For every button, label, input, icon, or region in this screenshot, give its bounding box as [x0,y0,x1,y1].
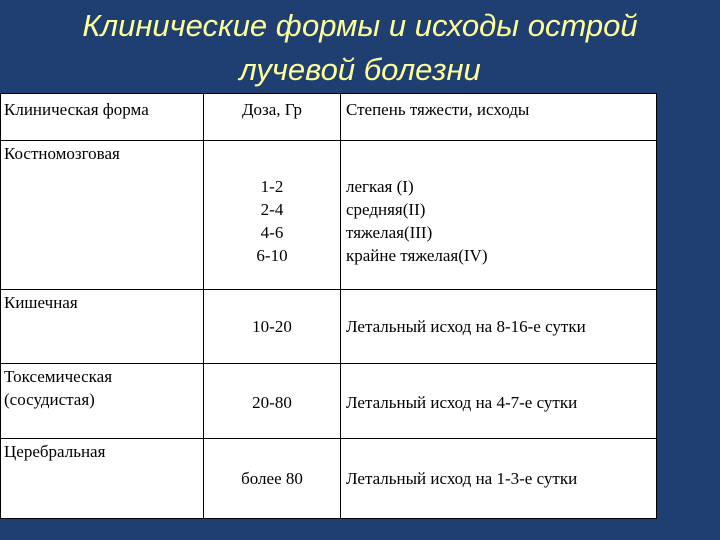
outcome-text: тяжелая(III) [346,223,433,243]
outcome-text: Летальный исход на 1-3-е сутки [346,468,578,488]
outcome-cell [341,364,657,438]
outcome-text: Летальный исход на 8-16-е сутки [346,316,586,336]
dose-cell [204,141,341,290]
clinical-form-cell [1,141,204,290]
slide-title-line-1: Клинические формы и исходы острой [82,8,638,43]
outcome-text: средняя(II) [346,200,426,220]
outcome-text: Летальный исход на 4-7-е сутки [346,393,578,413]
clinical-form-cell [1,289,204,363]
header-severity-outcome: Степень тяжести, исходы [341,94,657,141]
table-row [1,364,657,438]
clinical-form-cell [1,438,204,518]
radiation-sickness-table [0,93,657,519]
clinical-form-cell [1,364,204,438]
table-row [1,141,657,290]
dose-value: 1-2 [260,177,284,197]
clinical-form-text: Кишечная [4,292,78,312]
dose-value: 20-80 [252,393,292,413]
dose-cell [204,289,341,363]
table-row [1,289,657,363]
slide-title [0,4,720,92]
dose-value: 6-10 [256,246,288,266]
clinical-form-text: Церебральная [4,441,106,461]
clinical-form-text: (сосудистая) [4,390,95,410]
outcome-cell [341,438,657,518]
dose-value: 4-6 [260,223,284,243]
header-clinical-form: Клиническая форма [1,94,204,141]
outcome-cell [341,141,657,290]
outcome-text: легкая (I) [346,177,414,197]
dose-value: 2-4 [260,200,284,220]
clinical-form-text: Костномозговая [4,144,120,164]
slide-title-line-2: лучевой болезни [239,52,481,87]
table-header-row [1,94,657,141]
table-row [1,438,657,518]
outcome-text: крайне тяжелая(IV) [346,246,488,266]
dose-cell [204,438,341,518]
header-dose: Доза, Гр [204,94,341,141]
clinical-form-text: Токсемическая [4,367,113,387]
dose-value: 10-20 [252,316,292,336]
dose-value: более 80 [241,468,303,488]
dose-cell [204,364,341,438]
outcome-cell [341,289,657,363]
